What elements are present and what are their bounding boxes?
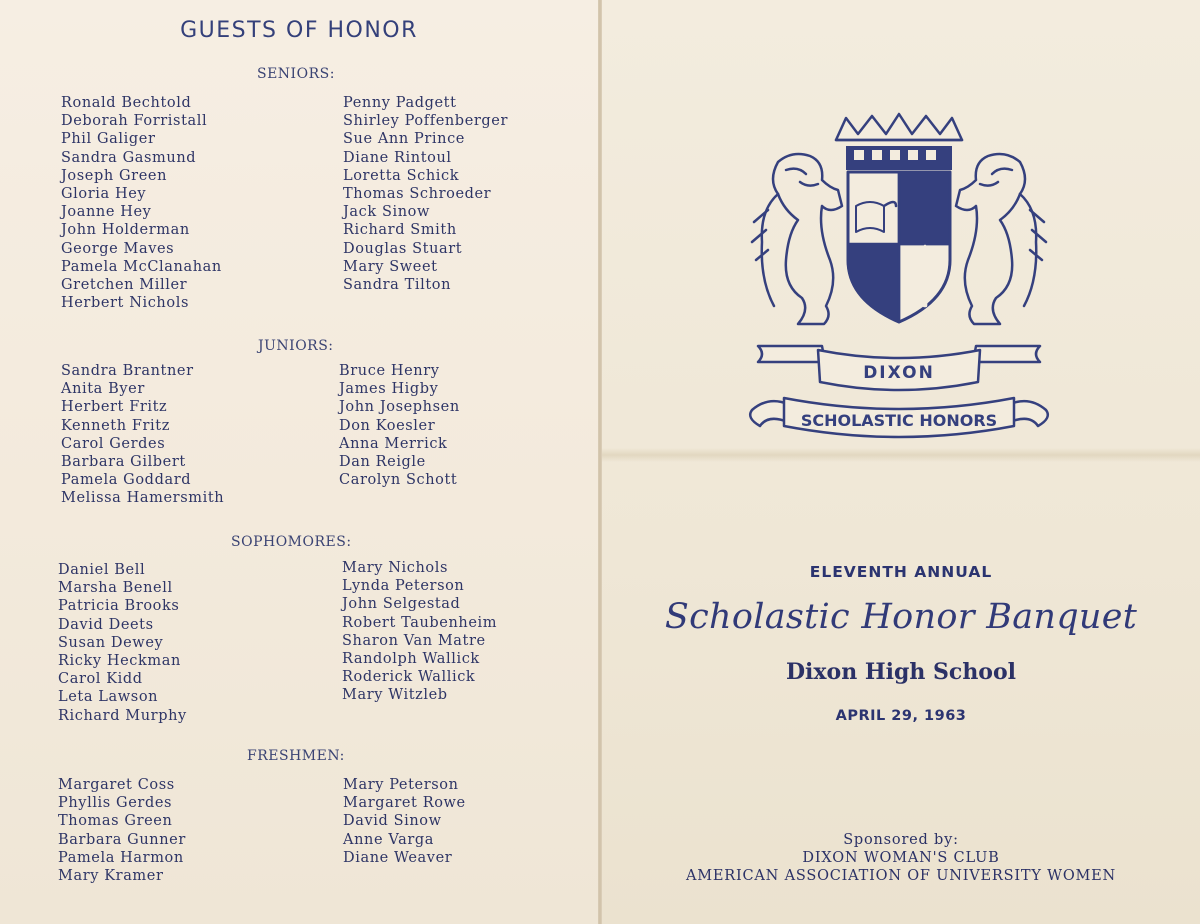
guest-name: Roderick Wallick	[342, 669, 476, 686]
guest-name: Mary Peterson	[343, 777, 459, 793]
guest-name: David Sinow	[343, 813, 442, 830]
guest-name: Sandra Brantner	[61, 363, 194, 379]
guest-name: Deborah Forristall	[61, 113, 208, 130]
guest-name: Mary Witzleb	[342, 687, 448, 704]
guest-name: Barbara Gunner	[58, 831, 186, 848]
guests-of-honor-title: GUESTS OF HONOR	[180, 18, 418, 43]
guest-name: Diane Rintoul	[343, 149, 452, 166]
guest-name: Joanne Hey	[61, 204, 152, 221]
guest-name: Herbert Nichols	[61, 295, 189, 312]
guest-name: Sandra Gasmund	[61, 149, 197, 166]
guest-name: Penny Padgett	[343, 95, 457, 111]
guest-name: Phil Galiger	[61, 131, 156, 148]
juniors-list-col2	[339, 362, 460, 489]
sponsor-woman-club: DIXON WOMAN'S CLUB	[802, 850, 1000, 866]
guest-name: Phyllis Gerdes	[58, 795, 173, 812]
guest-name: Margaret Coss	[58, 777, 175, 793]
guest-name: Pamela Goddard	[61, 472, 192, 489]
guest-name: Marsha Benell	[58, 580, 173, 597]
event-date: APRIL 29, 1963	[835, 708, 967, 724]
guest-name: John Holderman	[61, 222, 190, 239]
guest-name: Ronald Bechtold	[61, 95, 192, 111]
guest-name: Sue Ann Prince	[343, 131, 465, 148]
guest-name: Bruce Henry	[339, 363, 440, 379]
freshmen-list-col1	[58, 776, 186, 885]
guest-name: Anita Byer	[61, 381, 145, 398]
guest-name: Carol Kidd	[58, 671, 143, 688]
guest-name: Patricia Brooks	[58, 598, 180, 615]
guest-name: Pamela McClanahan	[61, 258, 222, 275]
guest-name: Ricky Heckman	[58, 653, 181, 670]
juniors-list-col1	[61, 362, 224, 508]
guest-name: George Maves	[61, 240, 175, 257]
guest-name: Shirley Poffenberger	[343, 113, 509, 130]
guest-name: Mary Sweet	[343, 258, 438, 275]
sophomores-heading: SOPHOMORES:	[231, 534, 352, 550]
guest-name: James Higby	[339, 381, 439, 398]
guest-name: Susan Dewey	[58, 634, 164, 651]
guest-name: Sandra Tilton	[343, 277, 452, 294]
guest-name: John Selgestad	[342, 596, 461, 613]
guest-name: Margaret Rowe	[343, 795, 466, 812]
guest-name: Gretchen Miller	[61, 277, 188, 294]
guest-name: Anna Merrick	[339, 435, 448, 452]
guest-name: Melissa Hamersmith	[61, 490, 225, 507]
guest-name: Sharon Van Matre	[342, 632, 486, 649]
guest-name: John Josephsen	[339, 399, 460, 416]
guest-name: Richard Murphy	[58, 707, 187, 724]
guest-name: Joseph Green	[61, 167, 168, 184]
school-name: Dixon High School	[785, 659, 1017, 685]
guest-name: Lynda Peterson	[342, 578, 465, 595]
guest-name: Carolyn Schott	[339, 472, 458, 489]
guest-name: Anne Varga	[343, 831, 434, 848]
banquet-title: Scholastic Honor Banquet	[664, 597, 1138, 637]
guest-name: Diane Weaver	[343, 849, 453, 866]
guest-name: Richard Smith	[343, 222, 457, 239]
guest-name: Gloria Hey	[61, 186, 147, 203]
sponsor-aauw: AMERICAN ASSOCIATION OF UNIVERSITY WOMEN	[685, 868, 1117, 884]
guest-name: Barbara Gilbert	[61, 454, 186, 471]
guest-name: Thomas Green	[58, 813, 173, 830]
sponsored-by-label: Sponsored by:	[843, 832, 959, 848]
sophomores-list-col2	[342, 559, 497, 705]
seniors-heading: SENIORS:	[257, 66, 335, 82]
guest-name: Robert Taubenheim	[342, 614, 498, 631]
guest-name: Randolph Wallick	[342, 651, 480, 668]
guest-name: Daniel Bell	[58, 562, 146, 578]
juniors-heading: JUNIORS:	[258, 338, 334, 354]
guest-name: Pamela Harmon	[58, 849, 184, 866]
guest-name: Douglas Stuart	[343, 240, 463, 257]
eleventh-annual: ELEVENTH ANNUAL	[809, 563, 993, 581]
guest-name: Jack Sinow	[343, 204, 431, 221]
guest-name: Mary Nichols	[342, 560, 449, 576]
freshmen-heading: FRESHMEN:	[247, 748, 345, 764]
guest-name: Don Koesler	[339, 417, 436, 434]
guest-name: Mary Kramer	[58, 868, 164, 885]
freshmen-list-col2	[343, 776, 466, 867]
center-fold	[598, 0, 602, 924]
seniors-list-col1	[61, 94, 222, 312]
crest-banner-scholastic-honors: SCHOLASTIC HONORS	[800, 411, 998, 430]
guest-name: Dan Reigle	[339, 454, 426, 471]
guest-name: David Deets	[58, 616, 154, 633]
guest-name: Herbert Fritz	[61, 399, 168, 416]
guest-name: Thomas Schroeder	[343, 186, 492, 203]
dixon-crest	[738, 110, 1060, 450]
guest-name: Kenneth Fritz	[61, 417, 170, 434]
guest-name: Loretta Schick	[343, 167, 460, 184]
sophomores-list-col1	[58, 561, 187, 725]
horizontal-crease	[602, 448, 1200, 462]
guest-name: Carol Gerdes	[61, 435, 166, 452]
crest-banner-dixon: DIXON	[863, 363, 935, 383]
seniors-list-col2	[343, 94, 508, 294]
guest-name: Leta Lawson	[58, 689, 159, 706]
